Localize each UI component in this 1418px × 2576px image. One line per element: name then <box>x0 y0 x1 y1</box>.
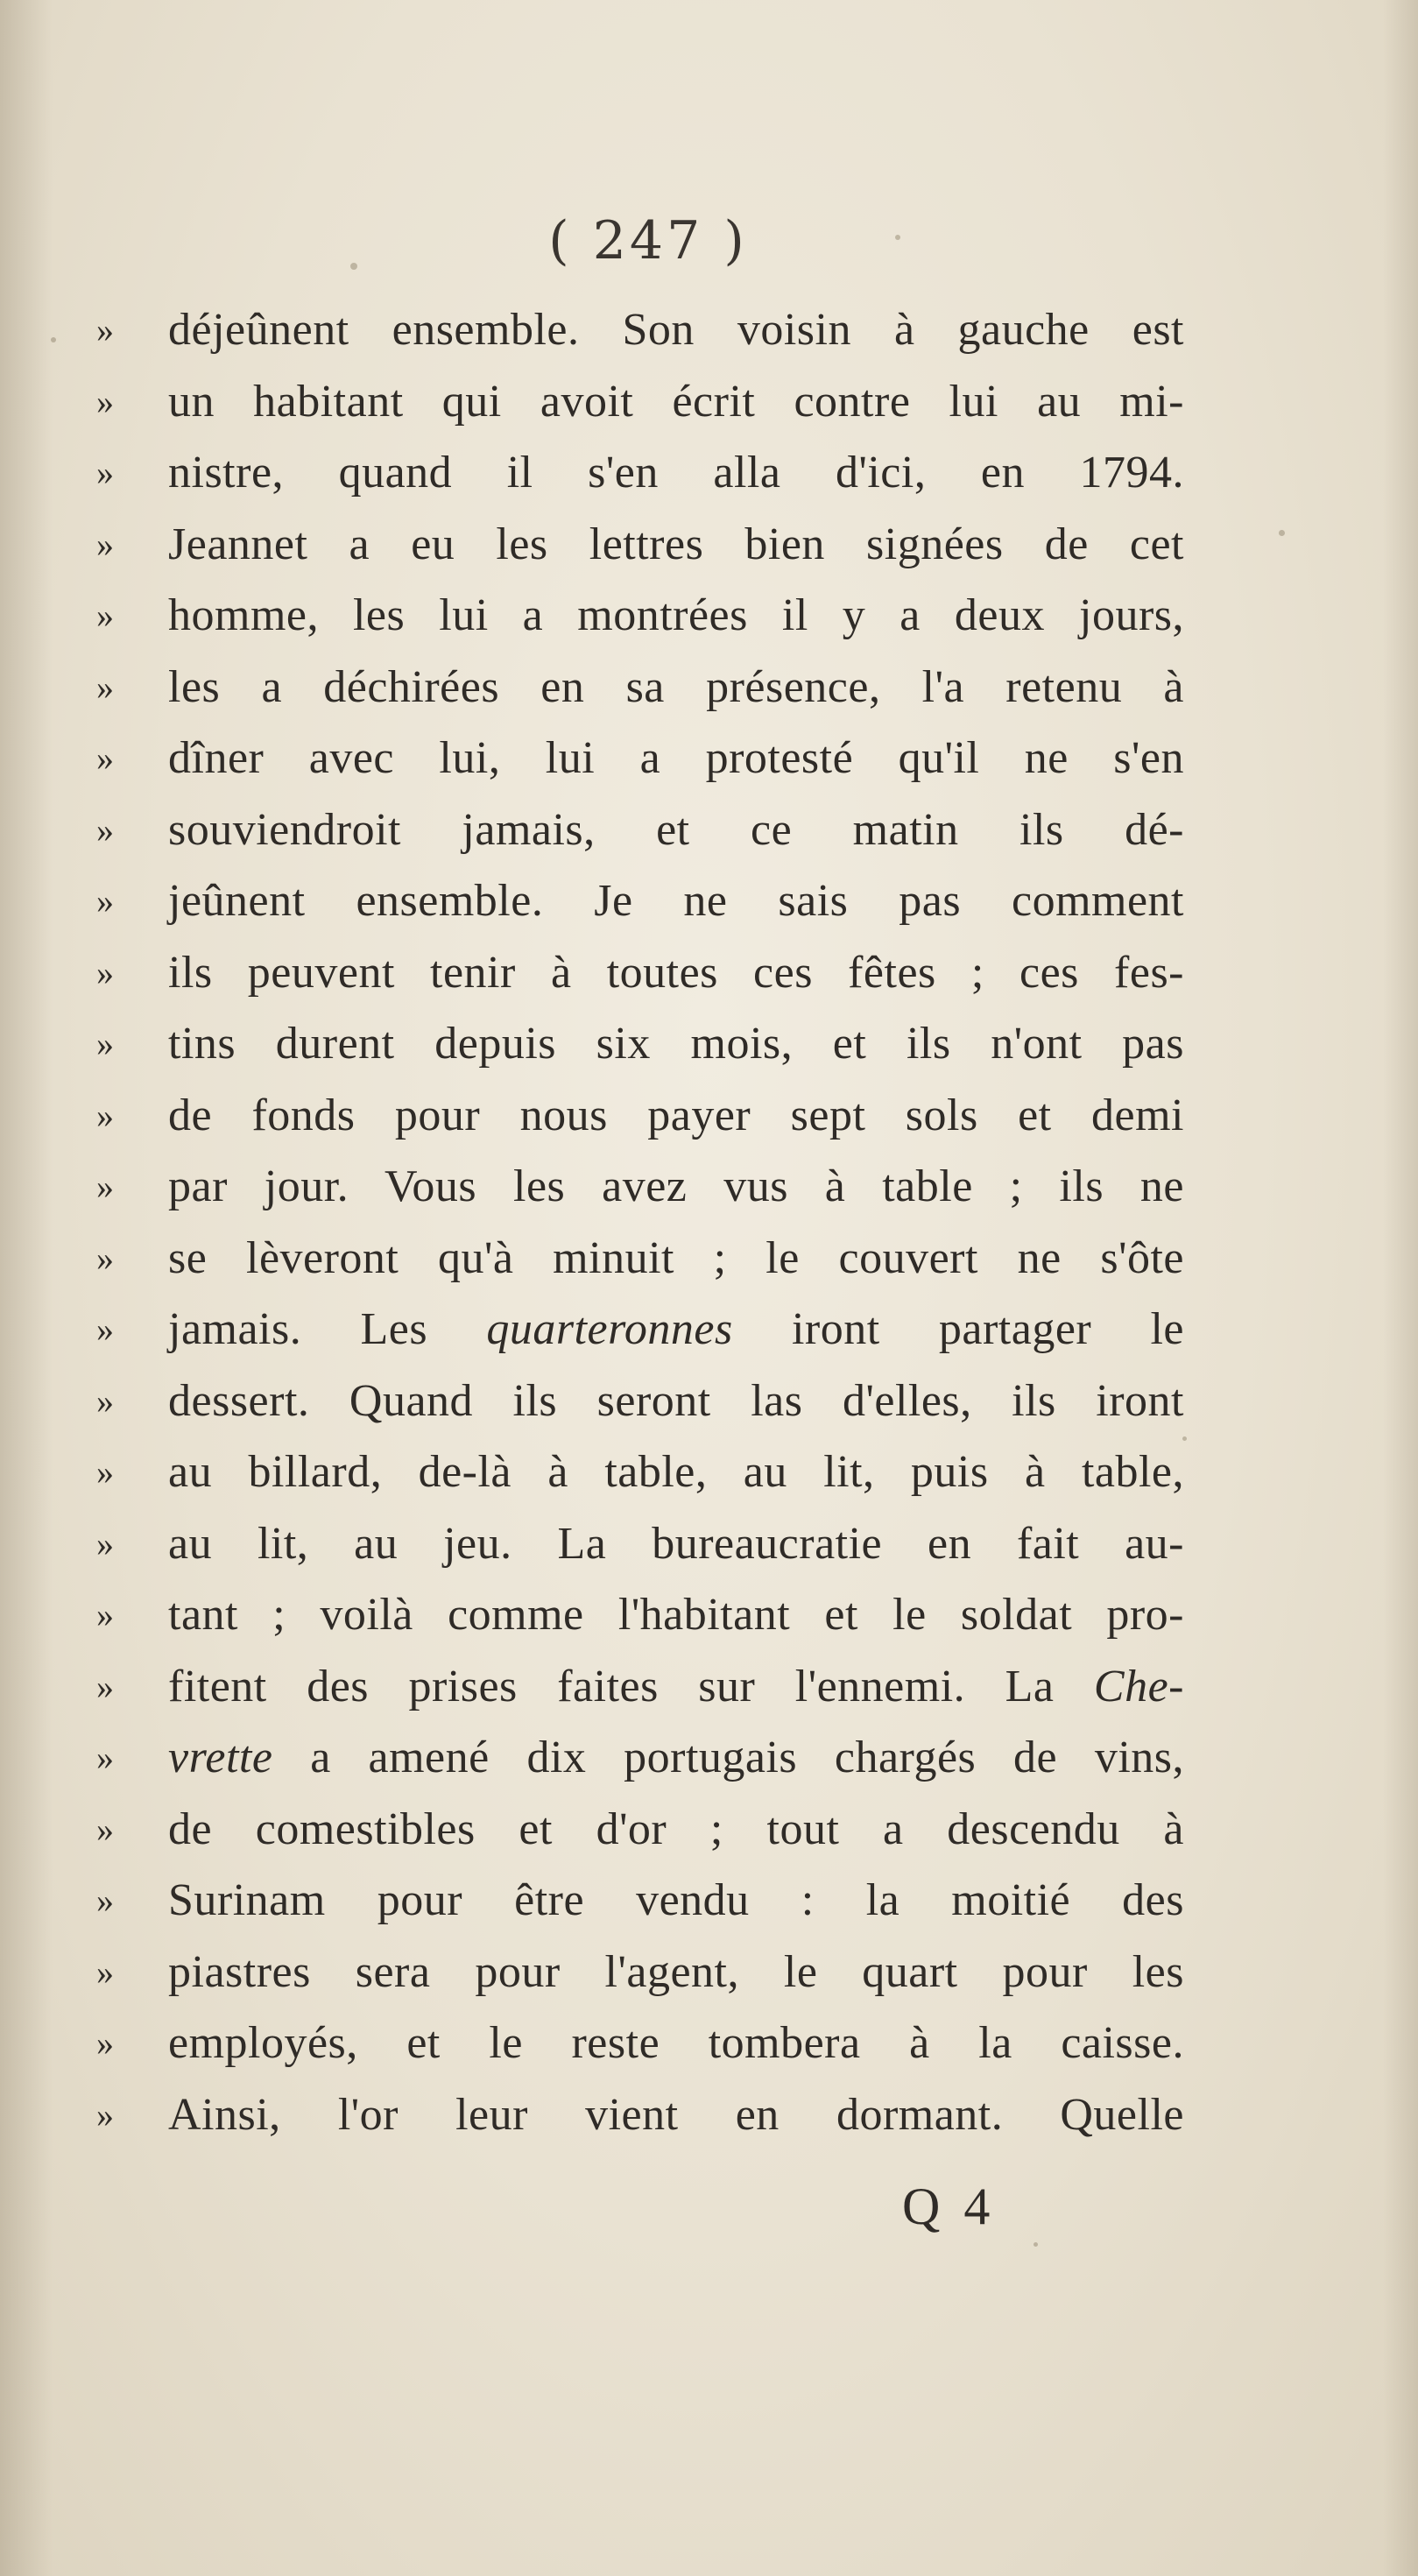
quote-mark: » <box>96 881 114 921</box>
line-text <box>168 1008 1184 1080</box>
quote-mark: » <box>96 1595 114 1634</box>
text-segment: au billard, de-là à table, au lit, puis à table, <box>168 1447 1184 1497</box>
line-text <box>168 865 1184 937</box>
quote-mark: » <box>96 381 114 421</box>
quote-mark: » <box>96 1238 114 1278</box>
quote-mark: » <box>96 453 114 492</box>
line-text <box>168 2008 1184 2079</box>
quote-mark: » <box>96 1452 114 1492</box>
quote-mark: » <box>96 1095 114 1135</box>
text-line <box>96 1080 1182 1152</box>
quote-mark: » <box>96 1738 114 1777</box>
quote-mark: » <box>96 1523 114 1563</box>
text-segment: homme, les lui a montrées il y a deux jours, <box>168 590 1184 640</box>
text-line <box>96 1579 1182 1651</box>
text-segment: dîner avec lui, lui a protesté qu'il ne s'en <box>168 733 1184 783</box>
quote-mark: » <box>96 738 114 778</box>
text-segment: de comestibles et d'or ; tout a descendu à <box>168 1803 1184 1854</box>
quote-mark: » <box>96 1881 114 1920</box>
text-line <box>96 1151 1182 1223</box>
paper-speck <box>1182 1436 1187 1441</box>
quote-mark: » <box>96 667 114 707</box>
text-segment: déjeûnent ensemble. Son voisin à gauche est <box>168 305 1184 355</box>
text-segment: nistre, quand il s'en alla d'ici, en 1794. <box>168 448 1184 498</box>
line-text <box>168 1436 1184 1508</box>
quote-mark: » <box>96 524 114 564</box>
text-line <box>96 1436 1182 1508</box>
line-text <box>168 652 1184 723</box>
quote-mark: » <box>96 809 114 850</box>
quote-mark: » <box>96 1666 114 1706</box>
text-line <box>96 1223 1182 1295</box>
text-segment: piastres sera pour l'agent, le quart pour les <box>168 1946 1184 1997</box>
text-line <box>96 437 1182 509</box>
text-line <box>96 1008 1182 1080</box>
text-segment: tins durent depuis six mois, et ils n'ont pas <box>168 1019 1184 1069</box>
text-line <box>96 509 1182 581</box>
text-segment: employés, et le reste tombera à la caisse. <box>168 2018 1184 2068</box>
line-text <box>168 366 1184 438</box>
italic-segment: quarteronnes <box>486 1304 733 1354</box>
quote-mark: » <box>96 310 114 349</box>
line-text <box>168 1223 1184 1295</box>
text-line <box>96 794 1182 866</box>
text-segment: par jour. Vous les avez vus à table ; ils ne <box>168 1161 1184 1211</box>
text-line <box>96 1937 1182 2008</box>
text-line <box>96 652 1182 723</box>
page-edge-shadow-left <box>0 0 53 2576</box>
quote-mark: » <box>96 952 114 992</box>
line-text <box>168 1579 1184 1651</box>
line-text <box>168 1794 1184 1866</box>
page-edge-shadow-right <box>1383 0 1418 2576</box>
text-line <box>96 1794 1182 1866</box>
text-segment: de fonds pour nous payer sept sols et demi <box>168 1090 1184 1140</box>
text-segment: un habitant qui avoit écrit contre lui au mi- <box>168 376 1184 427</box>
text-line <box>96 723 1182 794</box>
text-line <box>96 294 1182 366</box>
line-text <box>168 1865 1184 1937</box>
line-text <box>168 794 1184 866</box>
text-segment: les a déchirées en sa présence, l'a retenu à <box>168 661 1184 712</box>
text-line <box>96 1366 1182 1437</box>
text-line <box>96 937 1182 1009</box>
line-text <box>168 509 1184 581</box>
text-line <box>96 865 1182 937</box>
line-text <box>168 1294 1184 1366</box>
text-line <box>96 580 1182 652</box>
italic-segment: vrette <box>168 1733 273 1782</box>
text-line <box>96 1651 1182 1723</box>
quote-mark: » <box>96 1024 114 1063</box>
page-number: ( 247 ) <box>548 210 748 272</box>
line-text <box>168 1937 1184 2008</box>
text-segment: fitent des prises faites sur l'ennemi. La <box>168 1661 1094 1711</box>
line-text <box>168 1508 1184 1580</box>
text-segment: Ainsi, l'or leur vient en dormant. Quelle <box>168 2089 1184 2140</box>
line-text <box>168 937 1184 1009</box>
text-segment: Surinam pour être vendu : la moitié des <box>168 1875 1184 1925</box>
line-text <box>168 2079 1184 2151</box>
quote-mark: » <box>96 1309 114 1349</box>
line-text <box>168 437 1184 509</box>
text-line <box>96 366 1182 438</box>
text-segment: jamais. Les <box>168 1304 487 1354</box>
text-line <box>96 1865 1182 1937</box>
text-line <box>96 2079 1182 2151</box>
paper-speck <box>1279 530 1285 536</box>
text-segment: tant ; voilà comme l'habitant et le soldat pro- <box>168 1590 1184 1640</box>
body-text <box>96 294 1182 2150</box>
text-segment: se lèveront qu'à minuit ; le couvert ne s'ôte <box>168 1232 1184 1283</box>
line-text <box>168 1651 1184 1723</box>
text-segment: au lit, au jeu. La bureaucratie en fait au- <box>168 1518 1184 1569</box>
paper-speck <box>895 235 900 240</box>
signature-mark: Q 4 <box>902 2177 996 2235</box>
line-text <box>168 294 1184 366</box>
text-segment: dessert. Quand ils seront las d'elles, ils iront <box>168 1375 1184 1426</box>
quote-mark: » <box>96 1167 114 1206</box>
text-line <box>96 1294 1182 1366</box>
text-segment: jeûnent ensemble. Je ne sais pas comment <box>168 876 1184 926</box>
quote-mark: » <box>96 2094 114 2135</box>
line-text <box>168 1722 1184 1794</box>
text-segment: Jeannet a eu les lettres bien signées de cet <box>168 519 1184 569</box>
italic-segment: Che- <box>1093 1661 1184 1711</box>
text-segment: ils peuvent tenir à toutes ces fêtes ; ces fes- <box>168 947 1184 998</box>
quote-mark: » <box>96 596 114 635</box>
quote-mark: » <box>96 1380 114 1421</box>
text-segment: souviendroit jamais, et ce matin ils dé- <box>168 804 1184 855</box>
text-line <box>96 1722 1182 1794</box>
paper-speck <box>350 263 357 270</box>
line-text <box>168 580 1184 652</box>
paper-speck <box>51 337 56 342</box>
quote-mark: » <box>96 1951 114 1992</box>
line-text <box>168 723 1184 794</box>
text-line <box>96 2008 1182 2079</box>
quote-mark: » <box>96 2023 114 2063</box>
line-text <box>168 1080 1184 1152</box>
text-segment: a amené dix portugais chargés de vins, <box>272 1733 1184 1782</box>
text-line <box>96 1508 1182 1580</box>
line-text <box>168 1151 1184 1223</box>
text-segment: iront partager le <box>732 1304 1184 1354</box>
paper-speck <box>1034 2242 1038 2247</box>
quote-mark: » <box>96 1809 114 1849</box>
line-text <box>168 1366 1184 1437</box>
